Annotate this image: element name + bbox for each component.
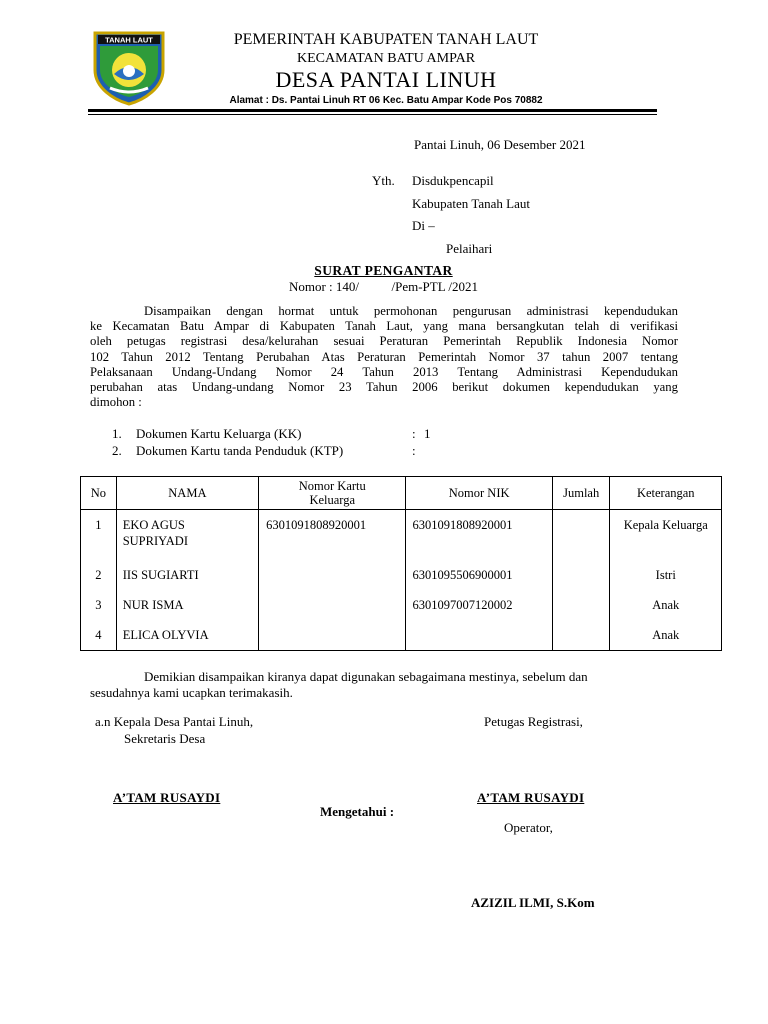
letterhead-rule-thin (88, 114, 657, 115)
government-title: PEMERINTAH KABUPATEN TANAH LAUT (233, 31, 539, 48)
doc-item-colon: : (412, 443, 416, 458)
doc-item-number: 2. (112, 443, 122, 458)
table-cell: 6301091808920001 (266, 518, 367, 532)
yth-label: Yth. (372, 173, 395, 188)
table-cell (266, 620, 405, 650)
recipient-line-3: Di – (412, 218, 435, 233)
table-cell: 6301097007120002 (412, 598, 513, 612)
acknowledged-label: Mengetahui : (320, 804, 395, 819)
doc-item-number: 1. (112, 426, 122, 441)
doc-item-colon: : (412, 426, 416, 441)
table-cell: 1 (95, 518, 102, 532)
signer-right-name: A’TAM RUSAYDI (477, 790, 585, 805)
table-cell (553, 590, 610, 620)
header-nama: NAMA (116, 477, 258, 510)
table-cell: 6301095506900001 (412, 568, 513, 582)
body-line: Disampaikan dengan hormat untuk permohonan pengurusan administrasi kependudukan (144, 304, 678, 318)
table-cell (553, 560, 610, 590)
letterhead-rule (88, 109, 657, 112)
table-cell: Anak (652, 598, 680, 612)
table-cell: ELICA OLYVIA (122, 628, 209, 642)
letterhead-address: Alamat : Ds. Pantai Linuh RT 06 Kec. Batu Ampar Kode Pos 70882 (229, 95, 543, 106)
body-line: 102 Tahun 2012 Tentang Perubahan Atas Peraturan Pemerintah Nomor 37 tahun 2007 tentang (90, 349, 678, 364)
recipient-line-4: Pelaihari (446, 241, 493, 256)
table-cell (266, 590, 405, 620)
place-date: Pantai Linuh, 06 Desember 2021 (414, 137, 586, 152)
table-cell: NUR ISMA (122, 598, 184, 612)
header-jumlah: Jumlah (552, 477, 610, 510)
table-cell (412, 620, 551, 650)
body-line: dimohon : (90, 395, 142, 410)
signer-left-role: Sekretaris Desa (124, 731, 206, 746)
signer-left-name: A’TAM RUSAYDI (113, 790, 221, 805)
closing-line-2: sesudahnya kami ucapkan terimakasih. (90, 685, 293, 700)
header-kk-line-1: Nomor Kartu (298, 479, 366, 493)
column-jumlah (552, 510, 610, 651)
table-cell (123, 510, 258, 560)
table-cell: 3 (95, 598, 102, 612)
header-no: No (81, 477, 117, 510)
table-cell: Kepala Keluarga (623, 518, 708, 532)
table-cell: Istri (655, 568, 676, 582)
recipient-line-2: Kabupaten Tanah Laut (412, 196, 530, 211)
header-kk (259, 477, 406, 510)
letter-number: Nomor : 140/ /Pem-PTL /2021 (288, 279, 479, 294)
district-title: KECAMATAN BATU AMPAR (296, 51, 476, 66)
doc-item-label: Dokumen Kartu Keluarga (KK) (136, 426, 302, 441)
header-kk-line-2: Keluarga (309, 493, 356, 507)
name-line-1: EKO AGUS (122, 518, 185, 532)
body-line: perubahan atas Undang-undang Nomor 23 Tahun 2006 berikut dokumen kependudukan yang (90, 380, 678, 395)
name-line-2: SUPRIYADI (122, 534, 188, 548)
column-kk (259, 510, 406, 651)
column-no (81, 510, 117, 651)
column-nama (116, 510, 258, 651)
body-line: ke Kecamatan Batu Ampar di Kabupaten Tanah Laut, yang mana bersangkutan telah di verifikasi (90, 319, 678, 334)
body-paragraph (90, 304, 678, 410)
table-cell (266, 560, 405, 590)
signer-left-title: a.n Kepala Desa Pantai Linuh, (95, 714, 254, 729)
table-cell: 2 (95, 568, 102, 582)
header-nik: Nomor NIK (406, 477, 552, 510)
table-body-row (81, 510, 722, 651)
table-cell (553, 620, 610, 650)
table-header-row (81, 477, 722, 510)
header-keterangan: Keterangan (610, 477, 722, 510)
table-cell: 6301091808920001 (412, 518, 513, 532)
signer-right-title: Petugas Registrasi, (484, 714, 583, 729)
resident-table (80, 476, 722, 651)
doc-item-label: Dokumen Kartu tanda Penduduk (KTP) (136, 443, 344, 458)
column-nik (406, 510, 552, 651)
village-title: DESA PANTAI LINUH (275, 67, 497, 92)
table-cell: Anak (652, 628, 680, 642)
column-keterangan (610, 510, 722, 651)
recipient-line-1: Disdukpencapil (412, 173, 494, 188)
closing-line-1: Demikian disampaikan kiranya dapat digunakan sebagaimana mestinya, sebelum dan (144, 669, 588, 684)
operator-name: AZIZIL ILMI, S.Kom (471, 895, 595, 910)
svg-text:TANAH LAUT: TANAH LAUT (105, 35, 153, 45)
doc-item-value: 1 (424, 426, 431, 441)
body-line: oleh petugas registrasi desa/kelurahan sesuai Peraturan Pemerintah Republik Indonesia Nomor (90, 334, 678, 349)
operator-label: Operator, (504, 820, 553, 835)
table-cell: IIS SUGIARTI (122, 568, 199, 582)
table-cell (553, 510, 610, 560)
body-line: Pelaksanaan Undang-Undang Nomor 24 Tahun 2013 Tentang Administrasi Kependudukan (90, 364, 678, 379)
table-cell: 4 (95, 628, 102, 642)
letter-title: SURAT PENGANTAR (314, 263, 453, 278)
